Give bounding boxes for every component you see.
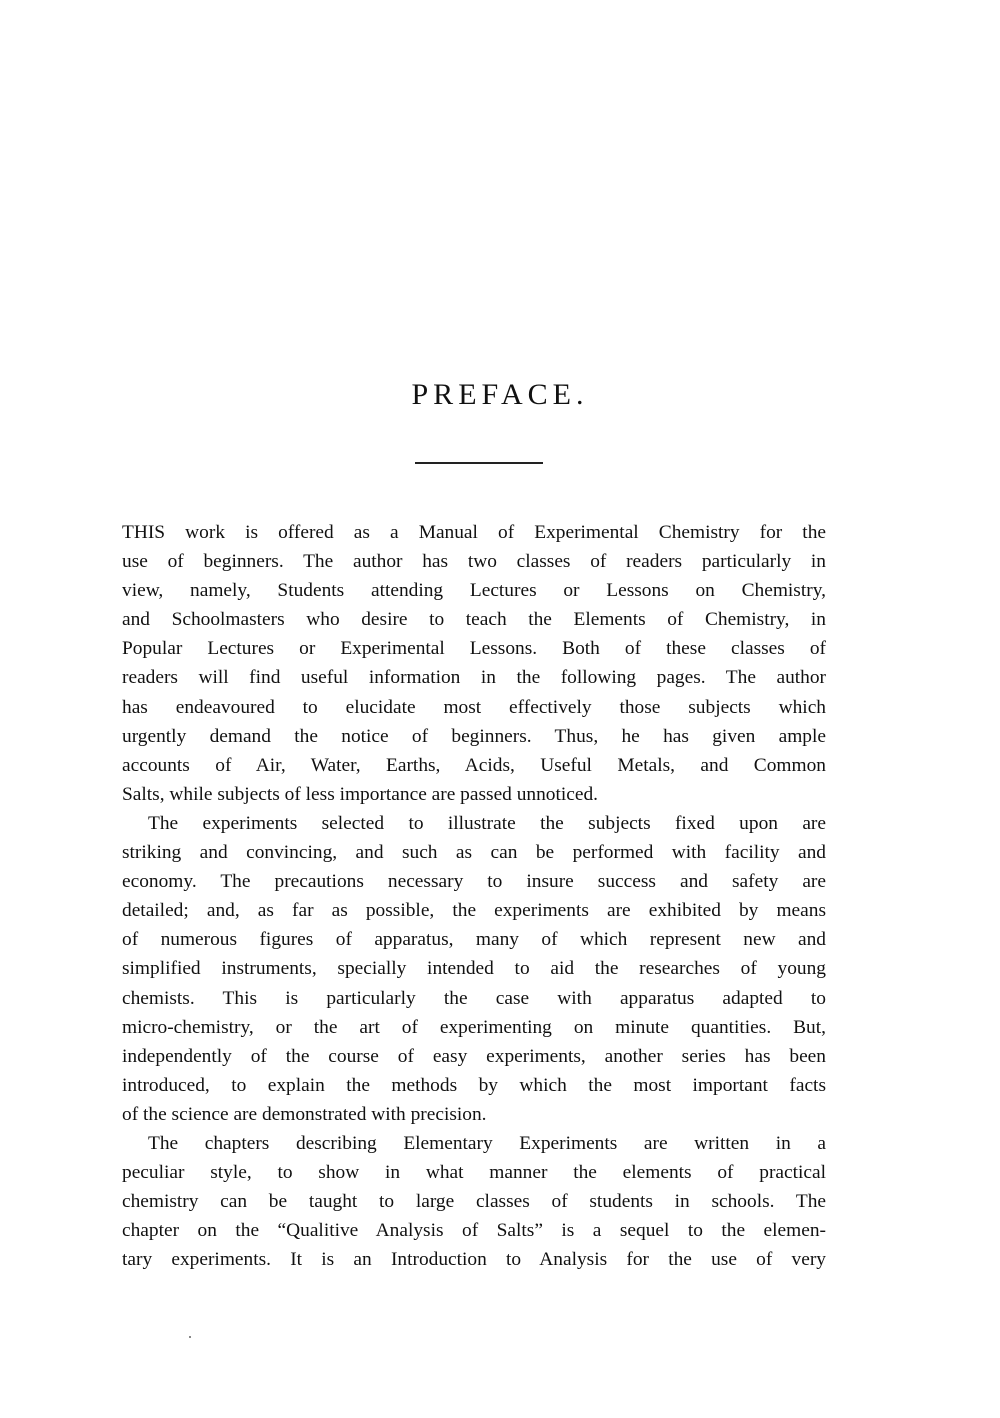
text-line: micro-chemistry, or the art of experimenting on minute quantities. But, xyxy=(122,1016,826,1038)
text-line: detailed; and, as far as possible, the experiments are exhibited by means xyxy=(122,900,826,922)
text-line: use of beginners. The author has two classes of readers particularly in xyxy=(122,551,826,573)
text-line: economy. The precautions necessary to insure success and safety are xyxy=(122,871,826,893)
text-line: chemists. This is particularly the case with apparatus adapted to xyxy=(122,987,826,1009)
text-line: chapter on the “Qualitive Analysis of Salts” is a sequel to the elemen- xyxy=(122,1220,826,1242)
preface-body xyxy=(122,518,826,1274)
text-line: The experiments selected to illustrate the subjects fixed upon are xyxy=(148,812,826,834)
text-line: The chapters describing Elementary Experiments are written in a xyxy=(148,1132,826,1154)
text-line: simplified instruments, specially intended to aid the researches of young xyxy=(122,958,826,980)
text-line: chemistry can be taught to large classes of students in schools. The xyxy=(122,1191,826,1213)
text-line: independently of the course of easy experiments, another series has been xyxy=(122,1045,826,1067)
text-line: urgently demand the notice of beginners. Thus, he has given ample xyxy=(122,725,826,747)
paragraph-3 xyxy=(122,1129,826,1274)
text-line: Salts, while subjects of less importance are passed unnoticed. xyxy=(122,783,599,805)
paragraph-2 xyxy=(122,809,826,1129)
text-line: striking and convincing, and such as can be performed with facility and xyxy=(122,842,826,864)
text-line: peculiar style, to show in what manner the elements of practical xyxy=(122,1162,826,1184)
text-line: introduced, to explain the methods by which the most important facts xyxy=(122,1074,826,1096)
text-line: view, namely, Students attending Lectures or Lessons on Chemistry, xyxy=(122,580,826,602)
text-line: THIS work is offered as a Manual of Experimental Chemistry for the xyxy=(122,522,826,543)
paragraph-1 xyxy=(122,518,826,809)
text-line: and Schoolmasters who desire to teach the Elements of Chemistry, in xyxy=(122,609,826,631)
text-line: accounts of Air, Water, Earths, Acids, Useful Metals, and Common xyxy=(122,754,826,776)
title-divider xyxy=(415,462,543,464)
text-line: of numerous figures of apparatus, many of which represent new and xyxy=(122,929,826,951)
text-line: Popular Lectures or Experimental Lessons. Both of these classes of xyxy=(122,638,826,660)
text-line: has endeavoured to elucidate most effectively those subjects which xyxy=(122,696,826,718)
scan-speck xyxy=(189,1336,191,1338)
text-line: tary experiments. It is an Introduction to Analysis for the use of very xyxy=(122,1249,826,1271)
page-title: PREFACE. xyxy=(411,378,589,411)
text-line: of the science are demonstrated with precision. xyxy=(122,1103,487,1125)
text-line: readers will find useful information in the following pages. The author xyxy=(122,667,826,689)
